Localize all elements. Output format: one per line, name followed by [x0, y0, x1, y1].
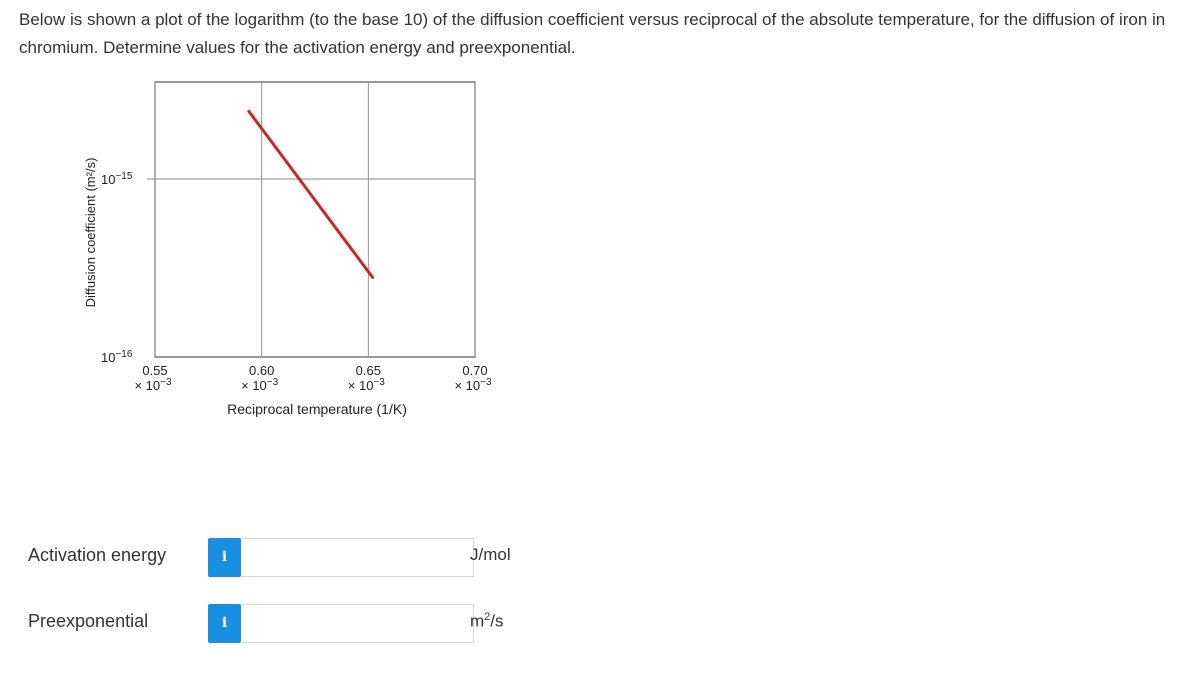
x-tick-mult-exponent: −3 — [160, 377, 172, 388]
plot-svg — [78, 76, 538, 426]
diffusion-data-line — [249, 111, 373, 277]
activation-energy-unit: J/mol — [470, 545, 511, 564]
preexponential-input[interactable] — [241, 604, 474, 643]
y-tick-exponent: −15 — [115, 171, 133, 182]
preexponential-label: Preexponential — [28, 611, 149, 631]
x-tick-multiplier — [134, 377, 172, 393]
diffusion-plot — [78, 76, 538, 426]
x-tick-mult-base: × 10 — [134, 378, 161, 393]
x-tick-mult-base: × 10 — [347, 378, 374, 393]
activation-energy-input[interactable] — [241, 538, 474, 577]
x-tick-mult-exponent: −3 — [266, 377, 279, 388]
x-tick-multiplier — [348, 377, 386, 393]
x-tick-multiplier — [241, 377, 279, 393]
preexponential-unit-exponent: 2 — [484, 611, 491, 623]
activation-energy-label: Activation energy — [28, 545, 167, 565]
x-tick-value: 0.60 — [249, 363, 275, 378]
preexponential-unit — [470, 611, 504, 632]
x-tick-mult-base: × 10 — [241, 378, 267, 393]
y-tick-label — [101, 349, 133, 365]
preexponential-unit-suffix: /s — [490, 611, 504, 631]
preexponential-info-button[interactable]: i — [208, 604, 241, 643]
activation-energy-info-button[interactable]: i — [208, 538, 241, 577]
x-tick-value: 0.70 — [462, 363, 488, 378]
preexponential-unit-base: m — [470, 611, 485, 631]
plot-frame — [155, 82, 475, 357]
question-text: Below is shown a plot of the logarithm (to the base 10) of the diffusion coefficient versus reciprocal of the absolute temperature, for the diffusion of iron in chromium. Determine values for the activation energy and preexponential. — [19, 10, 1166, 57]
x-tick-value: 0.65 — [355, 363, 381, 378]
x-tick-multiplier — [454, 377, 492, 393]
y-tick-base: 10 — [101, 350, 116, 365]
x-tick-mult-exponent: −3 — [373, 377, 385, 388]
preexponential-row — [0, 603, 600, 643]
x-tick-value: 0.55 — [142, 363, 168, 378]
y-tick-base: 10 — [101, 172, 116, 187]
y-tick-exponent: −16 — [115, 349, 133, 360]
x-tick-mult-base: × 10 — [454, 378, 481, 393]
y-tick-label — [101, 171, 133, 187]
x-axis-label: Reciprocal temperature (1/K) — [227, 401, 407, 417]
x-tick-mult-exponent: −3 — [480, 377, 492, 388]
activation-energy-row — [0, 537, 600, 577]
y-axis-label: Diffusion coefficient (m²/s) — [83, 157, 98, 308]
